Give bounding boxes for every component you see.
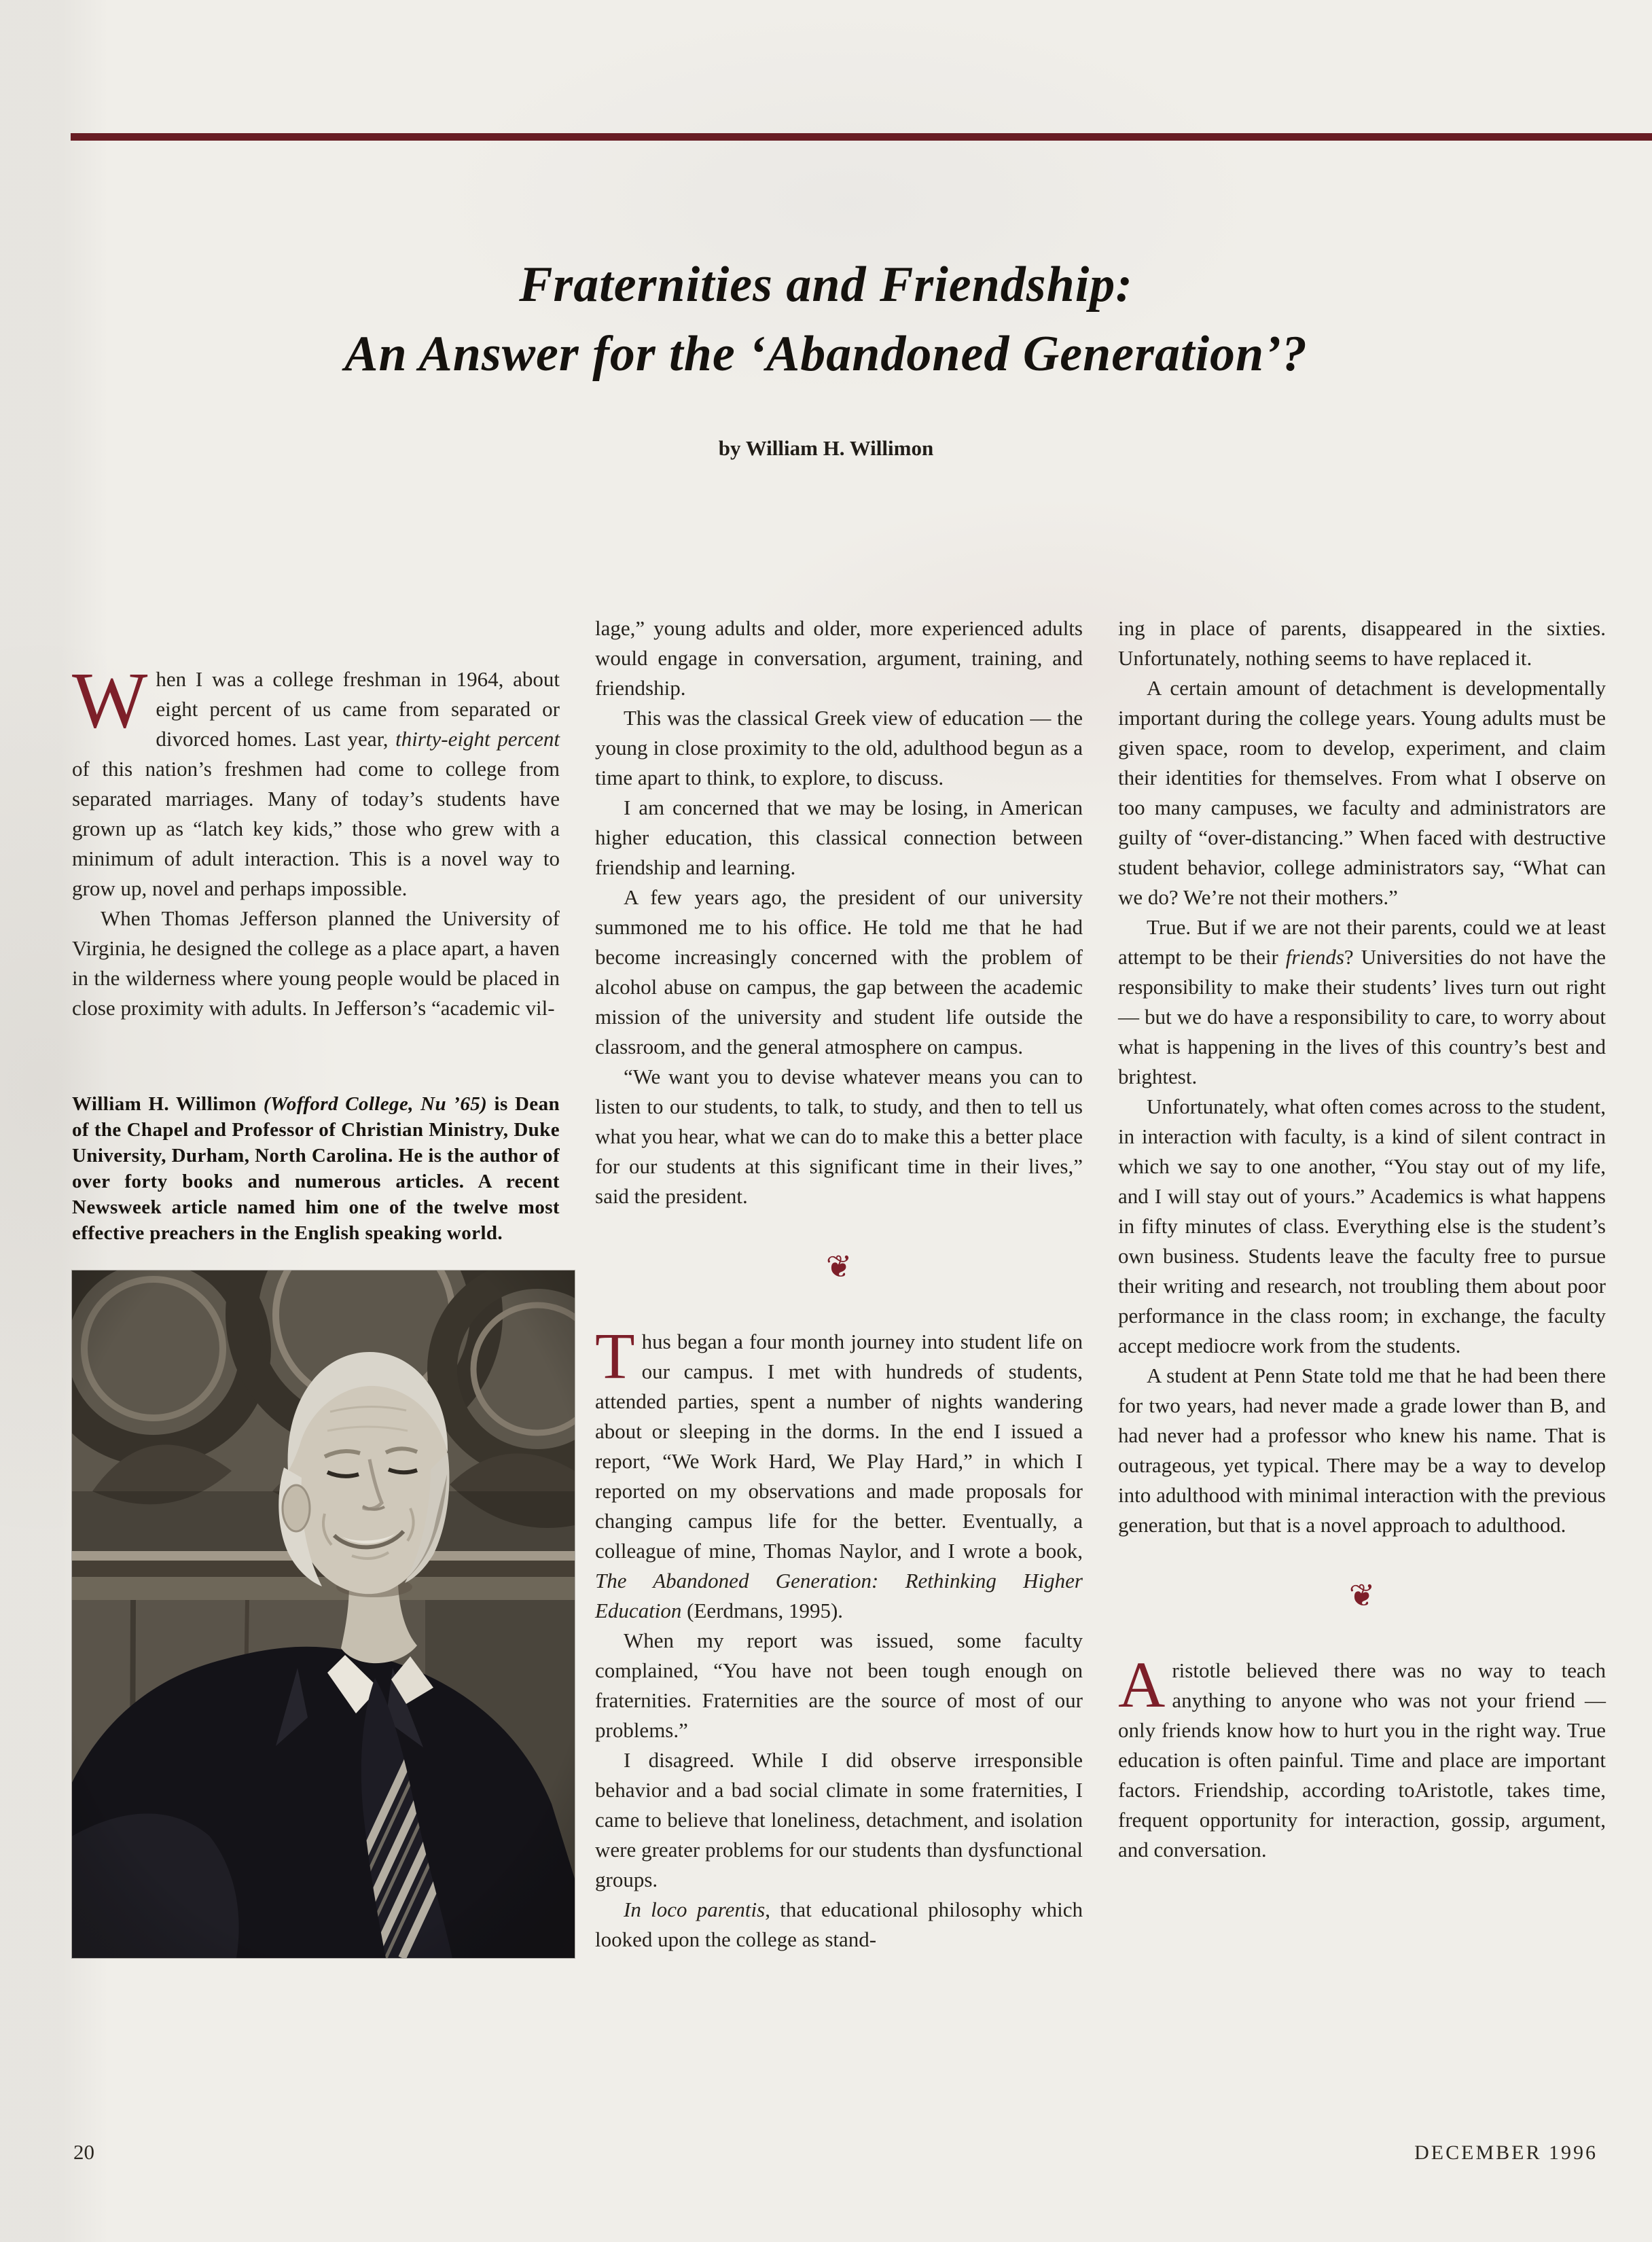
issue-date: DECEMBER 1996	[1414, 2141, 1598, 2164]
body-paragraph	[595, 793, 1083, 883]
text-segment: “We want you to devise whatever means you can to listen to our students, to talk, to study, and then to tell us what you hear, what we can do to make this a better place for our students at this significant time in their lives,” said the president.	[595, 1065, 1083, 1208]
text-segment: When my report was issued, some faculty complained, “You have not been tough enough on fraternities. Fraternities are the source of most of our problems.”	[595, 1629, 1083, 1742]
body-paragraph	[595, 1745, 1083, 1895]
body-paragraph	[72, 904, 560, 1023]
section-divider-ornament: ❦	[825, 1248, 852, 1285]
body-paragraph	[595, 1895, 1083, 1955]
text-segment: , that educational philosophy which looked upon the college as stand-	[595, 1898, 1083, 1951]
top-rule	[71, 133, 1652, 141]
text-segment: This was the classical Greek view of education — the young in close proximity to the old, adulthood begun as a time apart to think, to explore, to discuss.	[595, 706, 1083, 789]
text-segment: ristotle believed there was no way to teach anything to anyone who was not your friend — only friends know how to hurt you in the right way. True education is often painful. Time and place are important factors. Friendship, according toAristotle, takes time, frequent opportunity for interaction, gossip, argument, and conversation.	[1118, 1658, 1606, 1862]
text-segment: ing in place of parents, disappeared in the sixties. Unfortunately, nothing seems to have replaced it.	[1118, 616, 1606, 670]
text-segment: (Eerdmans, 1995).	[681, 1599, 844, 1622]
text-segment: (Wofford College, Nu ’65)	[263, 1093, 488, 1115]
text-segment: A certain amount of detachment is developmentally important during the college years. Young adults must be given space, room to develop, experiment, and claim their identities for themselves. From what I observe on too many campuses, we faculty and administrators are guilty of “over-distancing.” When faced with destructive student behavior, college administrators say, “What can we do? We’re not their mothers.”	[1118, 676, 1606, 909]
body-paragraph	[595, 883, 1083, 1062]
body-paragraph	[595, 1062, 1083, 1211]
article-title	[0, 250, 1652, 389]
body-paragraph	[1118, 1648, 1606, 1865]
text-column-1	[72, 656, 560, 1958]
body-paragraph	[595, 613, 1083, 703]
body-paragraph	[1118, 613, 1606, 673]
text-segment: I disagreed. While I did observe irresponsible behavior and a bad social climate in some fraternities, I came to believe that loneliness, detachment, and isolation were greater problems for our students than dysfunctional groups.	[595, 1748, 1083, 1891]
text-column-2	[595, 613, 1083, 1955]
article-title-line1: Fraternities and Friendship:	[519, 257, 1133, 313]
body-paragraph	[1118, 1092, 1606, 1361]
body-paragraph	[595, 1626, 1083, 1745]
text-segment: of this nation’s freshmen had come to college from separated marriages. Many of today’s students have grown up as “latch key kids,” those who grew with a minimum of adult interaction. This is a novel way to grow up, novel and perhaps impossible.	[72, 757, 560, 900]
text-segment: A few years ago, the president of our university summoned me to his office. He told me that he had become increasingly concerned with the problem of alcohol abuse on campus, the gap between the academic mission of the university and student life outside the classroom, and the general atmosphere on campus.	[595, 885, 1083, 1058]
text-segment: True. But if we are not their parents, could we at least attempt to be their	[1118, 915, 1606, 969]
photo-vignette	[72, 1270, 575, 1958]
body-paragraph	[1118, 912, 1606, 1092]
text-segment: hen I was a college freshman in 1964, about eight percent of us came from separated or divorced homes. Last year,	[156, 667, 560, 751]
article-title-line2: An Answer for the ‘Abandoned Generation’?	[344, 326, 1308, 382]
text-segment: I am concerned that we may be losing, in American higher education, this classical connection between friendship and learning.	[595, 796, 1083, 879]
drop-cap: T	[595, 1319, 635, 1392]
text-segment: friends	[1285, 945, 1344, 969]
page-number: 20	[73, 2140, 94, 2164]
text-segment: is Dean of the Chapel and Professor of Christian Ministry, Duke University, Durham, North Carolina. He is the author of over forty books and numerous articles. A recent Newsweek article named him one of the twelve most effective preachers in the English speaking world.	[72, 1093, 560, 1244]
author-bio	[72, 1091, 560, 1246]
text-segment: The Abandoned Generation: Rethinking Higher Education	[595, 1569, 1083, 1622]
body-paragraph	[595, 1319, 1083, 1626]
body-paragraph	[72, 656, 560, 904]
byline: by William H. Willimon	[718, 436, 934, 460]
text-segment: thirty-eight percent	[395, 727, 560, 751]
body-paragraph	[1118, 1361, 1606, 1540]
text-segment: When Thomas Jefferson planned the University of Virginia, he designed the college as a place apart, a haven in the wilderness where young people would be placed in close proximity with adults. In Jefferson’s “academic vil-	[72, 906, 560, 1020]
text-segment: Unfortunately, what often comes across to the student, in interaction with faculty, is a kind of silent contract in which we say to one another, “You stay out of my life, and I will stay out of yours.” Academics is what happens in fifty minutes of class. Everything else is the student’s own business. Students leave the faculty free to pursue their writing and research, not troubling them about poor performance in the class room; in exchange, the faculty accept mediocre work from the students.	[1118, 1095, 1606, 1357]
drop-cap: W	[72, 656, 148, 745]
text-segment: ? Universities do not have the responsibility to make their students’ lives turn out right — but we do have a responsibility to care, to worry about what is happening in the lives of this country’s best and brightest.	[1118, 945, 1606, 1088]
text-segment: In loco parentis	[624, 1898, 766, 1921]
drop-cap: A	[1118, 1648, 1166, 1721]
text-segment: William H. Willimon	[72, 1093, 264, 1115]
text-segment: A student at Penn State told me that he had been there for two years, had never made a grade lower than B, and had never had a professor who knew his name. That is outrageous, yet typical. There may be a way to develop into adulthood with minimal interaction with the previous generation, but that is a novel approach to adulthood.	[1118, 1364, 1606, 1537]
body-paragraph	[595, 703, 1083, 793]
author-photo	[72, 1270, 575, 1958]
text-segment: hus began a four month journey into student life on our campus. I met with hundreds of students, attended parties, spent a number of nights wandering about or sleeping in the dorms. In the end I issued a report, “We Work Hard, We Play Hard,” in which I reported on my observations and made proposals for changing campus life for the better. Eventually, a colleague of mine, Thomas Naylor, and I wrote a book,	[595, 1330, 1083, 1563]
text-column-3	[1118, 613, 1606, 1865]
body-paragraph	[1118, 673, 1606, 912]
section-divider-ornament: ❦	[1348, 1577, 1376, 1614]
text-segment: lage,” young adults and older, more experienced adults would engage in conversation, argument, training, and friendship.	[595, 616, 1083, 700]
